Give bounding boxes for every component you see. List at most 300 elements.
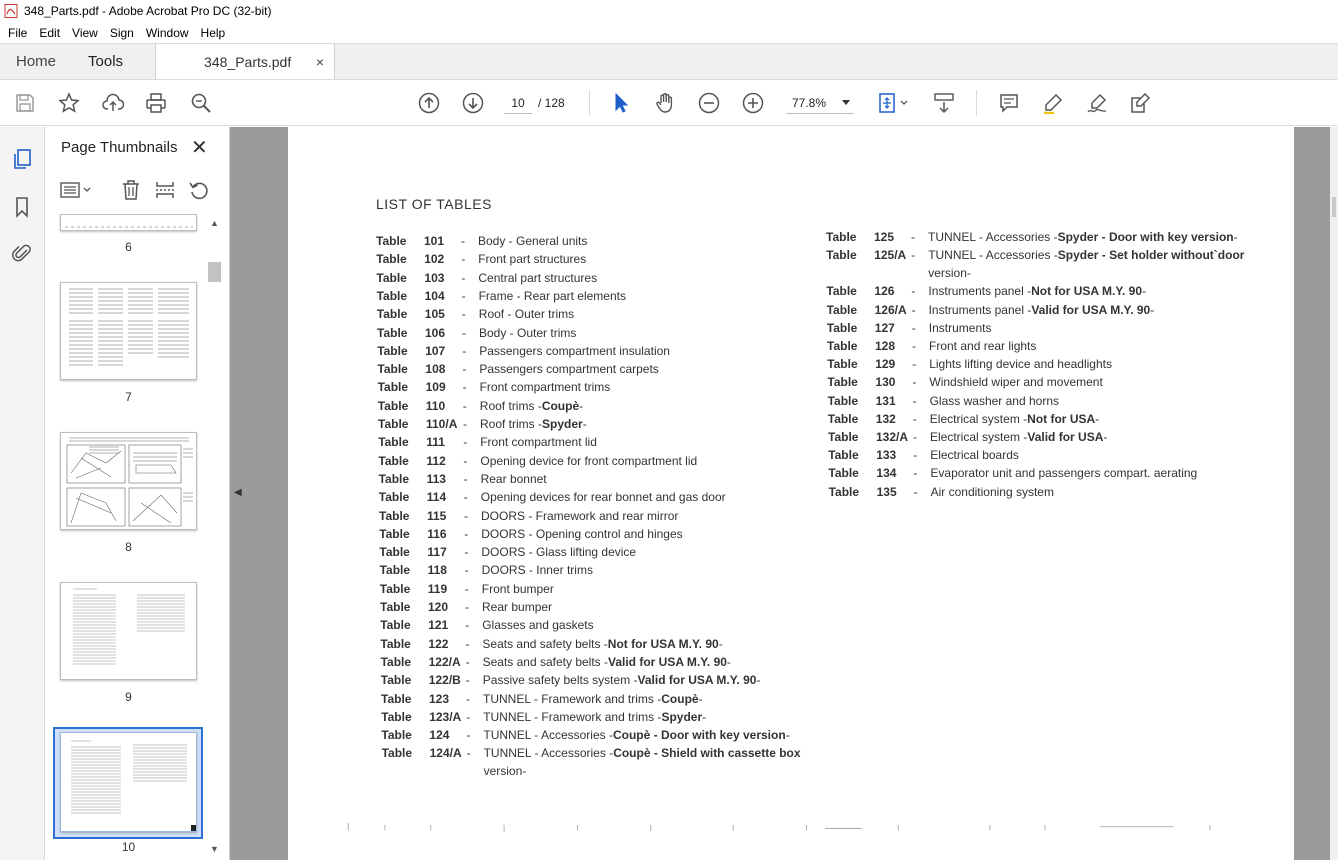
description-text: Rear bonnet: [480, 471, 547, 486]
row-dash: -: [464, 545, 469, 560]
description-tail: -: [579, 398, 584, 413]
row-dash: -: [464, 526, 469, 541]
description-bold: Coupè: [661, 691, 699, 706]
row-dash: -: [913, 448, 918, 463]
description-text: Front part structures: [478, 252, 587, 267]
table-number: 125: [874, 230, 895, 244]
row-dash: -: [466, 746, 471, 761]
row-dash: -: [463, 417, 467, 431]
description-text: DOORS - Opening control and hinges: [481, 526, 683, 541]
close-tab-icon[interactable]: ×: [315, 53, 325, 70]
description-text: TUNNEL - Framework and trims -: [483, 709, 662, 724]
table-number: 122/A: [428, 654, 461, 669]
menu-sign[interactable]: Sign: [109, 25, 134, 40]
scrollbar-thumb[interactable]: [208, 262, 221, 282]
description-text: Central part structures: [478, 270, 598, 285]
table-word: Table: [377, 380, 409, 395]
table-description: [930, 394, 1059, 408]
table-word: Table: [827, 393, 859, 408]
description-bold: Not for USA M.Y. 90: [1031, 284, 1143, 299]
tab-home[interactable]: Home: [16, 53, 57, 70]
table-description: [478, 252, 586, 266]
table-word: Table: [376, 252, 407, 267]
table-number: 118: [427, 563, 447, 578]
table-number: 120: [428, 600, 449, 614]
table-description: [930, 412, 1099, 426]
table-word: Table: [826, 248, 857, 263]
table-word: Table: [380, 636, 411, 651]
description-tail: -: [698, 691, 703, 706]
thumbnails-panel: [45, 127, 230, 860]
thumbnail-page[interactable]: [60, 432, 197, 530]
description-text: Instruments: [928, 320, 992, 335]
window-title-bar: [0, 0, 1338, 22]
table-description: [483, 673, 761, 687]
left-rail: [0, 127, 45, 860]
attachment-icon[interactable]: [10, 241, 34, 265]
description-tail: -: [1233, 230, 1238, 244]
table-number: 133: [876, 448, 897, 463]
menu-view[interactable]: View: [72, 25, 98, 40]
description-bold: Spyder - Set holder without`door: [1057, 248, 1245, 263]
menu-bar: [0, 22, 1338, 43]
edit-stamp-icon[interactable]: [1128, 91, 1152, 115]
description-text: DOORS - Inner trims: [481, 563, 593, 578]
table-number: 121: [428, 618, 449, 633]
table-number: 123: [429, 691, 450, 706]
table-description: [928, 248, 1244, 262]
table-word: Table: [376, 234, 407, 248]
table-word: Table: [380, 654, 412, 669]
description-text: Evaporator unit and passengers compart. aerating: [930, 466, 1198, 481]
thumbnail-options-icon[interactable]: [59, 179, 93, 201]
table-description: [928, 284, 1146, 298]
table-number: 116: [427, 526, 447, 541]
thumbnail-page-number: 8: [125, 540, 132, 554]
description-tail: -: [1095, 411, 1100, 426]
tab-document-label: 348_Parts.pdf: [204, 53, 292, 70]
thumbnail-page[interactable]: [60, 282, 197, 380]
thumbnail-page[interactable]: [60, 214, 197, 231]
table-number: 101: [424, 234, 445, 248]
table-description: [482, 582, 554, 596]
highlight-pen-icon[interactable]: [1041, 91, 1065, 115]
table-word: Table: [381, 728, 412, 743]
description-text: Glass washer and horns: [929, 393, 1059, 408]
zoom-select[interactable]: [786, 92, 854, 114]
description-text: Opening device for front compartment lid: [480, 453, 698, 468]
description-text: DOORS - Glass lifting device: [481, 545, 637, 560]
row-dash: -: [461, 252, 466, 267]
table-number: 124/A: [429, 746, 462, 761]
table-description: [930, 448, 1019, 462]
table-number: 135: [876, 484, 897, 499]
acrobat-pdf-icon: [4, 4, 18, 18]
description-bold: Coupè: [541, 398, 580, 413]
table-word: Table: [828, 466, 859, 481]
description-text: Front compartment lid: [480, 435, 597, 450]
table-word: Table: [381, 709, 412, 724]
table-word: Table: [378, 417, 409, 431]
zoom-value: 77.8%: [792, 95, 827, 110]
row-dash: -: [466, 728, 471, 743]
row-dash: -: [464, 563, 469, 578]
table-description: [479, 289, 626, 303]
description-text: Instruments panel -: [928, 302, 1032, 317]
table-number: 122: [428, 636, 449, 651]
table-description: [929, 321, 992, 335]
description-text: TUNNEL - Accessories -: [928, 230, 1058, 244]
description-text: Seats and safety belts -: [482, 636, 608, 651]
table-number: 134: [876, 466, 897, 481]
description-text: Rear bumper: [482, 600, 553, 614]
description-text: Passengers compartment insulation: [479, 343, 670, 358]
description-tail: -: [1150, 302, 1155, 317]
description-tail: -: [1142, 284, 1147, 299]
table-number: 130: [875, 375, 896, 390]
table-description: [483, 692, 703, 706]
panel-title: Page Thumbnails: [61, 139, 178, 156]
document-viewport: [230, 127, 1338, 860]
table-word: Table: [377, 325, 408, 340]
description-text: DOORS - Framework and rear mirror: [481, 508, 679, 523]
print-icon[interactable]: [144, 91, 168, 115]
table-description: [480, 454, 697, 468]
description-text: Roof - Outer trims: [478, 307, 575, 322]
table-description: [483, 655, 731, 669]
description-tail: -: [726, 654, 731, 669]
table-word: Table: [378, 471, 410, 486]
description-text: Opening devices for rear bonnet and gas door: [480, 490, 726, 505]
description-text: Body - General units: [478, 234, 588, 248]
table-word: Table: [379, 545, 410, 560]
row-dash: -: [912, 375, 917, 390]
description-text: Air conditioning system: [930, 484, 1054, 499]
table-number: 117: [427, 545, 447, 560]
table-word: Table: [377, 362, 408, 377]
description-bold: Coupè - Shield with cassette box: [613, 746, 801, 761]
scrollbar-thumb[interactable]: [1332, 197, 1336, 217]
table-word: Table: [381, 746, 413, 761]
table-word: Table: [828, 484, 860, 499]
chevron-down-icon: [842, 100, 850, 106]
table-number: 122/B: [428, 673, 461, 688]
page-fit-icon[interactable]: [876, 91, 912, 115]
tab-tools[interactable]: Tools: [88, 53, 124, 70]
table-description: [482, 563, 593, 577]
toolbar-separator: [976, 90, 977, 116]
scroll-mode-icon[interactable]: [932, 91, 956, 115]
row-dash: -: [464, 581, 469, 596]
extract-page-icon[interactable]: [153, 179, 177, 201]
next-page-icon[interactable]: [461, 91, 485, 115]
menu-edit[interactable]: Edit: [39, 25, 61, 40]
table-number: 108: [425, 362, 446, 377]
table-word: Table: [378, 490, 410, 505]
row-dash: -: [913, 484, 918, 499]
select-cursor-icon[interactable]: [609, 91, 633, 115]
table-number: 110/A: [426, 417, 458, 431]
page-edge-marks: [308, 822, 1274, 834]
table-description: [480, 380, 611, 394]
row-dash: -: [913, 430, 917, 444]
table-description: [482, 618, 593, 632]
table-number: 115: [427, 508, 447, 523]
table-number: 132/A: [876, 430, 909, 444]
description-tail: -: [582, 417, 587, 431]
description-tail: -: [785, 728, 790, 743]
hand-pan-icon[interactable]: [653, 91, 677, 115]
row-dash: -: [911, 230, 915, 244]
table-description: [930, 466, 1197, 480]
table-word: Table: [378, 435, 409, 450]
collapse-panel-icon[interactable]: ◀: [234, 487, 242, 498]
rotate-page-icon[interactable]: [187, 179, 211, 201]
table-description: [482, 600, 552, 614]
description-text: Front and rear lights: [929, 339, 1037, 353]
row-dash: -: [911, 302, 916, 317]
row-dash: -: [912, 411, 917, 426]
table-description: [481, 490, 726, 504]
table-word: Table: [828, 430, 859, 444]
table-number: 128: [875, 339, 896, 353]
table-word: Table: [827, 339, 858, 353]
table-word: Table: [827, 411, 859, 426]
table-description: [481, 472, 547, 486]
menu-file[interactable]: File: [8, 25, 28, 40]
row-dash: -: [913, 466, 918, 481]
table-number: 105: [424, 307, 445, 322]
thumbnail-scrollbar[interactable]: [207, 214, 222, 860]
scroll-down-icon[interactable]: ▼: [210, 844, 219, 854]
table-description: [479, 326, 576, 340]
main-toolbar: [0, 80, 1338, 126]
row-dash: -: [463, 471, 468, 486]
table-word: Table: [827, 357, 858, 372]
document-scrollbar[interactable]: [1330, 127, 1338, 860]
row-dash: -: [911, 284, 916, 299]
description-bold: Not for USA M.Y. 90: [607, 636, 719, 651]
description-text: Windshield wiper and movement: [929, 375, 1103, 390]
table-number: 126: [874, 284, 895, 299]
table-description: [479, 344, 670, 358]
save-icon[interactable]: [13, 91, 37, 115]
table-number: 132: [875, 411, 896, 426]
window-title: 348_Parts.pdf - Adobe Acrobat Pro DC (32-bit): [24, 4, 272, 18]
row-dash: -: [463, 453, 468, 468]
table-description: [930, 430, 1107, 444]
document-heading: LIST OF TABLES: [376, 196, 492, 212]
description-text: TUNNEL - Accessories -: [928, 248, 1058, 263]
description-text: TUNNEL - Accessories -: [483, 746, 614, 761]
description-tail: -: [756, 673, 761, 688]
page-number-input[interactable]: [504, 92, 532, 114]
table-description: [481, 545, 636, 559]
table-description: [482, 637, 722, 651]
description-text: Front bumper: [481, 581, 554, 596]
table-description: [478, 234, 587, 248]
table-word: Table: [826, 284, 857, 299]
table-description: [484, 746, 801, 760]
description-text: Passengers compartment carpets: [479, 362, 659, 377]
table-word: Table: [379, 581, 411, 596]
description-text: Body - Outer trims: [479, 325, 577, 340]
row-dash: -: [461, 288, 466, 303]
table-description: [929, 339, 1036, 353]
row-dash: -: [911, 320, 916, 335]
description-bold: Valid for USA M.Y. 90: [1031, 302, 1151, 317]
row-dash: -: [465, 673, 470, 688]
table-word: Table: [377, 343, 408, 358]
table-description: [483, 710, 706, 724]
row-dash: -: [462, 380, 467, 395]
close-panel-icon[interactable]: ✕: [191, 137, 208, 159]
page-thumbnails-icon[interactable]: [10, 147, 34, 171]
description-text: Electrical system -: [930, 430, 1028, 444]
table-word: Table: [377, 398, 409, 413]
previous-page-icon[interactable]: [417, 91, 441, 115]
table-word: Table: [380, 673, 412, 688]
table-word: Table: [827, 375, 858, 390]
tab-bar: [0, 43, 1338, 80]
thumbnail-page-number: 10: [121, 840, 136, 854]
table-word: Table: [376, 307, 408, 322]
table-description: [478, 271, 597, 285]
pdf-page: [288, 127, 1294, 860]
table-number: 123/A: [429, 709, 462, 724]
description-text: Instruments panel -: [928, 284, 1032, 299]
row-dash: -: [912, 357, 917, 372]
search-zoom-icon[interactable]: [189, 91, 213, 115]
table-word: Table: [826, 302, 858, 317]
scroll-up-icon[interactable]: ▲: [210, 218, 219, 228]
thumbnail-page-number: 9: [125, 690, 132, 704]
table-number: 113: [426, 471, 446, 486]
table-number: 112: [426, 453, 446, 468]
table-number: 111: [426, 435, 445, 450]
description-text: TUNNEL - Framework and trims -: [483, 691, 662, 706]
table-description: [480, 417, 587, 431]
row-dash: -: [465, 600, 469, 614]
description-continuation: version-: [928, 266, 971, 281]
description-bold: Not for USA: [1027, 411, 1096, 426]
row-dash: -: [466, 709, 471, 724]
row-dash: -: [462, 325, 466, 340]
table-word: Table: [378, 453, 409, 468]
description-text: Roof trims -: [479, 398, 542, 413]
table-description: [480, 399, 583, 413]
description-text: Frame - Rear part elements: [478, 288, 626, 303]
table-number: 103: [424, 270, 445, 285]
table-number: 102: [424, 252, 445, 267]
table-description: [929, 303, 1155, 317]
zoom-out-icon[interactable]: [697, 91, 721, 115]
table-word: Table: [376, 288, 408, 303]
table-word: Table: [826, 230, 857, 244]
description-bold: Coupè - Door with key version: [612, 728, 786, 743]
table-description: [480, 435, 597, 449]
row-dash: -: [462, 398, 467, 413]
sign-pen-icon[interactable]: [1085, 91, 1109, 115]
row-dash: -: [462, 362, 467, 377]
table-description: [929, 357, 1112, 371]
table-number: 129: [875, 357, 896, 372]
zoom-in-icon[interactable]: [741, 91, 765, 115]
description-tail: -: [1103, 430, 1108, 444]
description-text: Lights lifting device and headlights: [929, 357, 1112, 372]
row-dash: -: [465, 636, 470, 651]
table-number: 126/A: [874, 302, 907, 317]
tab-document[interactable]: [155, 44, 335, 79]
description-tail: -: [718, 636, 723, 651]
table-word: Table: [379, 563, 411, 578]
bookmark-star-icon[interactable]: [57, 91, 81, 115]
row-dash: -: [462, 343, 467, 358]
description-bold: Spyder: [542, 417, 583, 431]
description-text: Electrical system -: [929, 411, 1028, 426]
comment-icon[interactable]: [997, 91, 1021, 115]
description-text: Seats and safety belts -: [482, 654, 608, 669]
row-dash: -: [464, 508, 468, 523]
table-number: 119: [427, 581, 448, 596]
table-word: Table: [376, 270, 407, 285]
table-number: 125/A: [874, 248, 907, 263]
description-bold: Valid for USA M.Y. 90: [637, 673, 757, 688]
description-bold: Spyder - Door with key version: [1057, 230, 1234, 244]
table-description: [931, 485, 1054, 499]
row-dash: -: [461, 270, 466, 285]
cloud-upload-icon[interactable]: [101, 91, 125, 115]
row-dash: -: [463, 435, 468, 450]
row-dash: -: [465, 654, 470, 669]
table-number: 106: [425, 325, 446, 340]
table-word: Table: [379, 508, 410, 523]
description-tail: -: [702, 709, 707, 724]
menu-window[interactable]: Window: [145, 25, 189, 40]
description-continuation: version-: [483, 764, 527, 779]
table-number: 109: [425, 380, 446, 395]
thumbnail-list: [45, 214, 207, 860]
bookmark-icon[interactable]: [10, 195, 34, 219]
table-word: Table: [379, 526, 410, 541]
table-description: [481, 527, 682, 541]
description-text: Passive safety belts system -: [482, 673, 638, 688]
table-description: [481, 509, 678, 523]
thumbnail-page[interactable]: [60, 582, 197, 680]
table-number: 104: [424, 288, 445, 303]
row-dash: -: [461, 307, 466, 322]
table-number: 107: [425, 343, 446, 358]
row-dash: -: [463, 490, 468, 505]
table-number: 114: [426, 490, 447, 505]
thumbnail-page-selected[interactable]: [60, 732, 197, 832]
description-text: TUNNEL - Accessories -: [483, 728, 613, 743]
description-text: Roof trims -: [480, 417, 543, 431]
description-bold: Valid for USA M.Y. 90: [608, 654, 727, 669]
table-word: Table: [381, 691, 412, 706]
delete-page-icon[interactable]: [119, 179, 143, 201]
toolbar-separator: [589, 90, 590, 116]
menu-help[interactable]: Help: [200, 25, 226, 40]
description-text: Electrical boards: [930, 448, 1019, 463]
row-dash: -: [461, 234, 465, 248]
table-number: 131: [875, 393, 896, 408]
table-description: [479, 362, 658, 376]
description-text: Glasses and gaskets: [482, 618, 594, 633]
description-text: Front compartment trims: [479, 380, 611, 395]
row-dash: -: [912, 339, 916, 353]
row-dash: -: [911, 248, 916, 263]
